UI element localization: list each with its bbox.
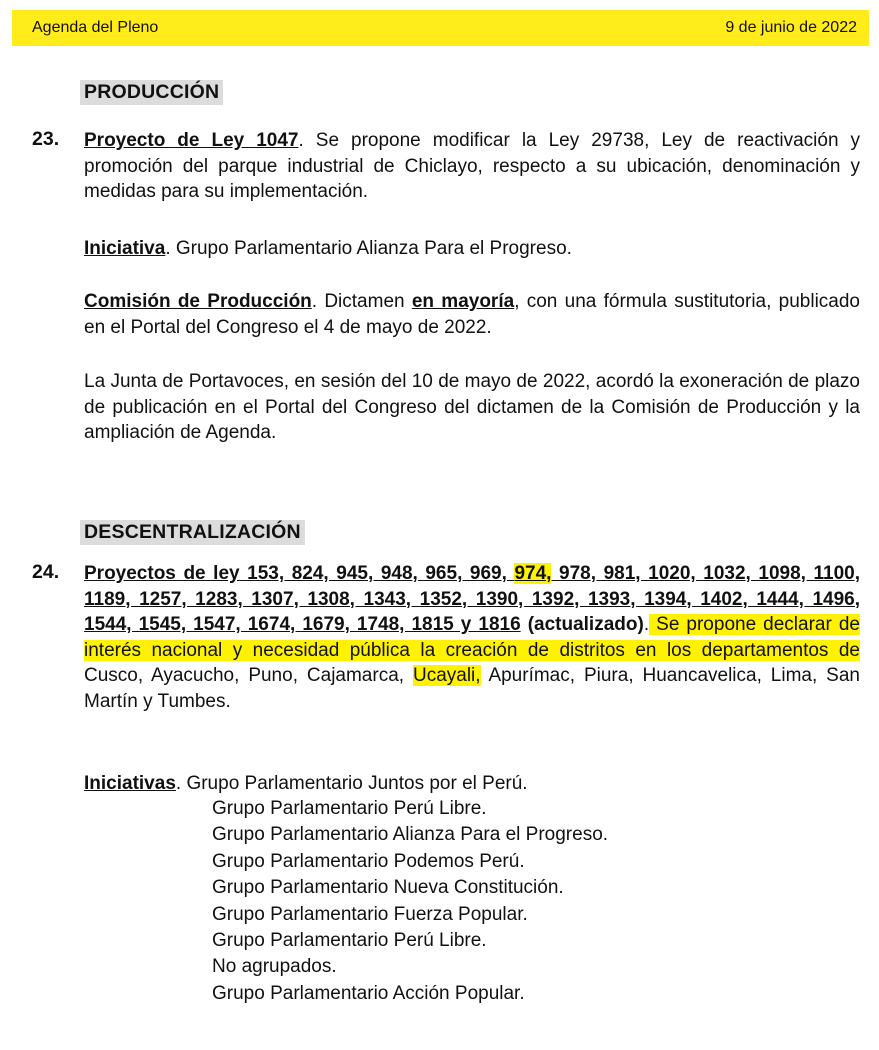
junta-paragraph: La Junta de Portavoces, en sesión del 10 de mayo de 2022, acordó la exoneración de plazo de publicación en el Portal del Congreso del dictamen de la Comisión de Producción y la ampliación de Agenda. [84,371,860,443]
updated-label: (actualizado) [520,614,644,635]
list-item: Grupo Parlamentario Perú Libre. [212,798,487,819]
item-description: Proyecto de Ley 1047. Se propone modificar la Ley 29738, Ley de reactivación y promoción del parque industrial de Chiclayo, respecto a su ubicación, denominación y medidas para su implementación. [84,130,861,202]
item-description: Proyectos de ley 153, 824, 945, 948, 965, 969, 974, 978, 981, 1020, 1032, 1098, 1100, 1189, 1257, 1283, 1307, 1308, 1343, 1352, 1390, 1392, 1393, 1394, 1402, 1444, 1496, 1544, 1545, 1547, 1674, 1679, 1748, 1815 y 1816 (actualizado). Se propone declarar de interés nacional y necesidad pública la creación de distritos en los departamentos de Cusco, Ayacucho, Puno, Cajamarca, Ucayali, Apurímac, Piura, Huancavelica, Lima, San Martín y Tumbes. [84,563,860,712]
projects-list[interactable]: Proyectos de ley 153, 824, 945, 948, 965, 969, [84,563,515,584]
list-item: Grupo Parlamentario Acción Popular. [212,982,525,1004]
list-item: Grupo Parlamentario Fuerza Popular. [212,903,528,925]
item-number: 24. [32,561,60,583]
header-date: 9 de junio de 2022 [725,19,857,36]
section-title-produccion: PRODUCCIÓN [80,80,223,105]
item-number: 23. [32,128,60,150]
list-item: Grupo Parlamentario Podemos Perú. [212,850,525,872]
section-title-descentralizacion: DESCENTRALIZACIÓN [80,520,305,545]
majority-label: en mayoría [411,291,515,312]
commission-label: Comisión de Producción [84,291,312,312]
project-974-highlight[interactable]: 974, [514,563,552,584]
initiatives-label: Iniciativas [84,773,176,794]
project-link[interactable]: Proyecto de Ley 1047 [84,130,299,151]
initiatives-first-line: Iniciativas. Grupo Parlamentario Juntos por el Perú. [84,773,528,794]
list-item: Grupo Parlamentario Perú Libre. [212,930,487,952]
list-item: Grupo Parlamentario Alianza Para el Progreso. [212,824,609,846]
list-item: Grupo Parlamentario Nueva Constitución. [212,877,564,899]
initiatives-list [212,796,608,1007]
description-highlight: Se propone declarar de interés nacional y necesidad pública la creación de distritos en los departamentos de [84,614,860,661]
initiative-paragraph: Iniciativa. Grupo Parlamentario Alianza Para el Progreso. [84,238,572,259]
page-header [12,10,869,46]
list-item: No agrupados. [212,956,337,978]
ucayali-highlight: Ucayali, [412,665,481,686]
commission-paragraph: Comisión de Producción. Dictamen en mayoría, con una fórmula sustitutoria, publicado en el Portal del Congreso el 4 de mayo de 2022. [84,291,860,338]
initiative-label: Iniciativa [84,238,166,259]
header-title: Agenda del Pleno [32,19,159,36]
